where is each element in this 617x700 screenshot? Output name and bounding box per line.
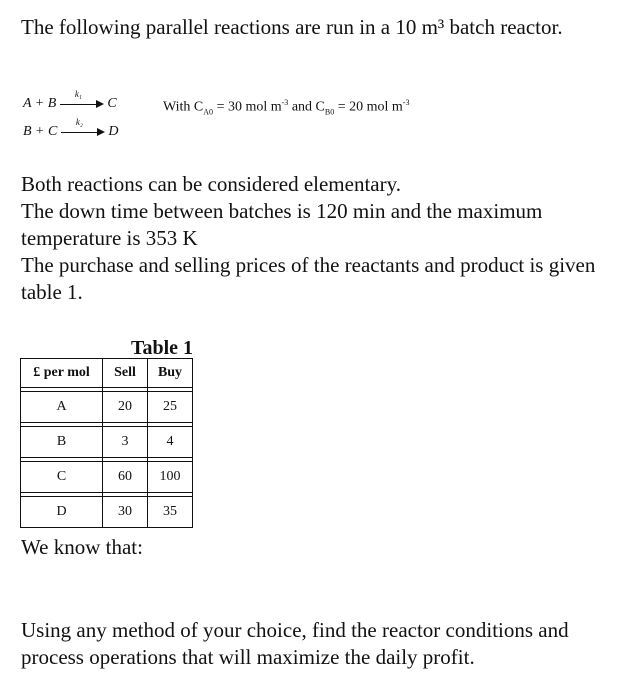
header-unit: £ per mol xyxy=(21,359,103,388)
reaction-1-reactants: A + B xyxy=(23,96,57,111)
header-sell: Sell xyxy=(103,359,148,388)
reaction-2-product: D xyxy=(108,124,119,139)
table-title: Table 1 xyxy=(131,337,194,359)
table-row: D 30 35 xyxy=(21,497,193,528)
body-line-2: The down time between batches is 120 min and the maximum temperature is 353 K xyxy=(21,199,543,250)
arrow-icon xyxy=(61,116,105,137)
body-paragraph xyxy=(21,171,611,306)
table-row: B 3 4 xyxy=(21,427,193,458)
question-paragraph: Using any method of your choice, find the reactor conditions and process operations that will maximize the daily profit. xyxy=(21,618,569,669)
header-buy: Buy xyxy=(148,359,193,388)
reaction-1-product: C xyxy=(107,96,117,111)
reaction-2-reactants: B + C xyxy=(23,124,58,139)
rate-constant-k1: k₁ xyxy=(74,88,82,99)
table-header-row xyxy=(21,359,193,388)
body-line-1: Both reactions can be considered elementary. xyxy=(21,172,401,196)
initial-conditions: With $C_{A0} = 30$ mol $m^{-3}$ and $C_{B0} = 20$ mol $m^{-3}$ xyxy=(163,98,410,117)
table-row: C 60 100 xyxy=(21,462,193,493)
arrow-icon xyxy=(60,88,104,109)
rate-constant-k2: k₂ xyxy=(75,116,83,127)
table-row: A 20 25 xyxy=(21,392,193,423)
reaction-2 xyxy=(23,116,119,140)
price-table xyxy=(20,358,193,528)
we-know-that: We know that: xyxy=(21,535,143,559)
body-line-3: The purchase and selling prices of the reactants and product is given table 1. xyxy=(21,253,596,304)
reaction-1 xyxy=(23,88,117,112)
intro-paragraph: The following parallel reactions are run in a 10 m³ batch reactor. xyxy=(21,15,563,39)
